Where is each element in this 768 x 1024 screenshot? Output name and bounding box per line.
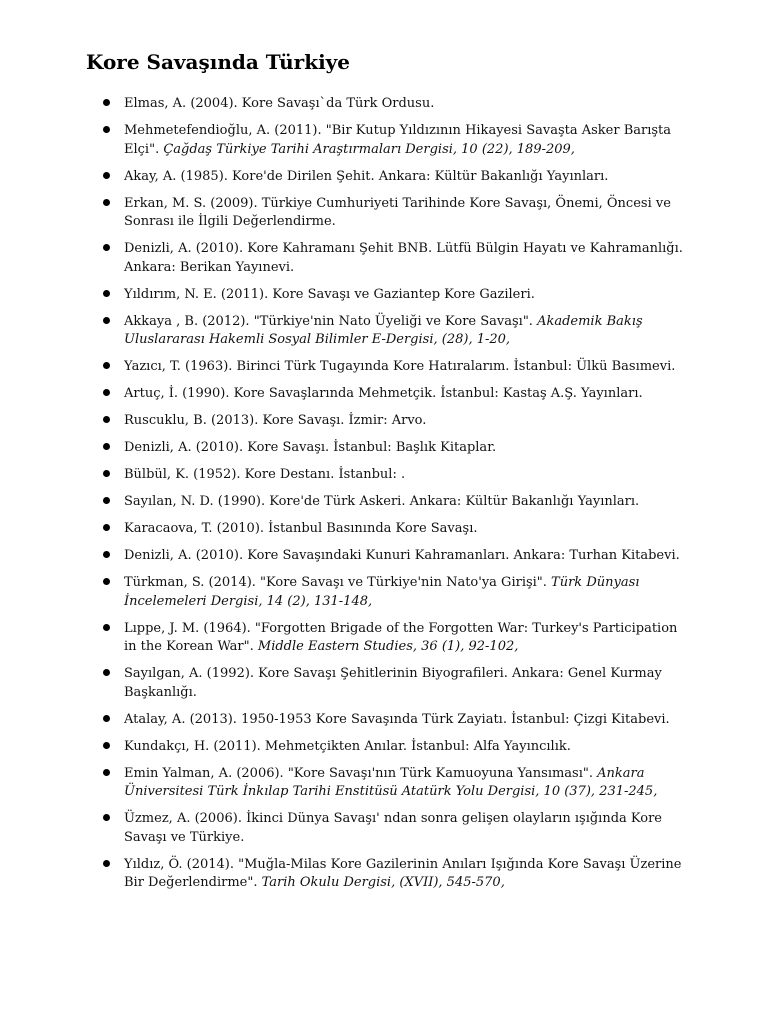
list-item (0, 665, 768, 702)
reference-text: Bülbül, K. (1952). Kore Destanı. İstanbul: . (124, 467, 406, 482)
bullet-icon (103, 416, 110, 423)
list-item (0, 520, 768, 539)
reference-text: Akay, A. (1985). Kore'de Dirilen Şehit. Ankara: Kültür Bakanlığı Yayınları. (124, 168, 609, 184)
reference-text: Atalay, A. (2013). 1950-1953 Kore Savaşında Türk Zayiatı. İstanbul: Çizgi Kitabevi. (124, 711, 670, 727)
list-item (0, 466, 768, 485)
reference-journal: Çağdaş Türkiye Tarihi Araştırmaları Dergisi, 10 (22), 189-209, (163, 141, 575, 157)
list-item (0, 122, 768, 159)
bullet-icon (103, 172, 110, 179)
list-item (0, 240, 768, 277)
reference-text: Denizli, A. (2010). Kore Savaşı. İstanbul: Başlık Kitaplar. (124, 440, 497, 455)
reference-journal: Tarih Okulu Dergisi, (XVII), 545-570, (261, 875, 505, 890)
reference-text: Denizli, A. (2010). Kore Savaşındaki Kunuri Kahramanları. Ankara: Turhan Kitabevi. (124, 548, 680, 563)
list-item (0, 493, 768, 512)
reference-text: Lıppe, J. M. (1964). "Forgotten Brigade of the Forgotten War: Turkey's Participation in the Korean War". (124, 620, 678, 654)
list-item (0, 358, 768, 377)
list-item (0, 738, 768, 757)
reference-text: Kundakçı, H. (2011). Mehmetçikten Anılar. İstanbul: Alfa Yayıncılık. (124, 738, 571, 754)
bullet-icon (103, 814, 110, 821)
list-item (0, 810, 768, 847)
reference-text: Türkman, S. (2014). "Kore Savaşı ve Türkiye'nin Nato'ya Girişi". (124, 575, 552, 590)
bullet-icon (103, 470, 110, 477)
bullet-icon (103, 742, 110, 749)
reference-text: Ruscuklu, B. (2013). Kore Savaşı. İzmir: Arvo. (124, 413, 427, 428)
list-item (0, 439, 768, 458)
bullet-icon (103, 362, 110, 369)
bullet-icon (103, 624, 110, 631)
bullet-icon (103, 244, 110, 251)
bullet-icon (103, 389, 110, 396)
page-title: Kore Savaşında Türkiye (86, 50, 351, 74)
bullet-icon (103, 551, 110, 558)
reference-text: Erkan, M. S. (2009). Türkiye Cumhuriyeti Tarihinde Kore Savaşı, Önemi, Öncesi ve Sonrası ile İlgili Değerlendirme. (124, 195, 671, 229)
reference-text: Mehmetefendioğlu, A. (2011). "Bir Kutup Yıldızının Hikayesi Savaşta Asker Barışta Elçi". (124, 123, 672, 157)
bullet-icon (103, 578, 110, 585)
list-item (0, 412, 768, 431)
reference-journal: Ankara Üniversitesi Türk İnkılap Tarihi Enstitüsü Atatürk Yolu Dergisi, 10 (37), 231-245, (124, 765, 658, 799)
bullet-icon (103, 715, 110, 722)
list-item (0, 95, 768, 114)
list-item (0, 856, 768, 893)
bullet-icon (103, 443, 110, 450)
reference-journal: Akademik Bakış Uluslararası Hakemli Sosyal Bilimler E-Dergisi, (28), 1-20, (124, 313, 643, 347)
reference-text: Elmas, A. (2004). Kore Savaşı`da Türk Ordusu. (124, 96, 435, 111)
bullet-icon (103, 290, 110, 297)
reference-journal: Türk Dünyası İncelemeleri Dergisi, 14 (2), 131-148, (124, 575, 640, 609)
bullet-icon (103, 497, 110, 504)
bullet-icon (103, 524, 110, 531)
reference-text: Sayılgan, A. (1992). Kore Savaşı Şehitlerinin Biyografileri. Ankara: Genel Kurmay Başkanlığı. (124, 666, 662, 700)
bullet-icon (103, 769, 110, 776)
reference-journal: Middle Eastern Studies, 36 (1), 92-102, (257, 639, 519, 654)
list-item (0, 313, 768, 350)
list-item (0, 620, 768, 657)
bullet-icon (103, 99, 110, 106)
reference-text: Artuç, İ. (1990). Kore Savaşlarında Mehmetçik. İstanbul: Kastaş A.Ş. Yayınları. (124, 386, 643, 401)
bullet-icon (103, 860, 110, 867)
reference-text: Yıldırım, N. E. (2011). Kore Savaşı ve Gaziantep Kore Gazileri. (124, 286, 535, 302)
reference-text: Karacaova, T. (2010). İstanbul Basınında Kore Savaşı. (124, 521, 478, 536)
list-item (0, 286, 768, 305)
list-item (0, 711, 768, 730)
list-item (0, 547, 768, 566)
reference-text: Akkaya , B. (2012). "Türkiye'nin Nato Üyeliği ve Kore Savaşı". (124, 313, 538, 329)
reference-text: Emin Yalman, A. (2006). "Kore Savaşı'nın Türk Kamuoyuna Yansıması". (124, 765, 598, 781)
bullet-icon (103, 669, 110, 676)
bullet-icon (103, 317, 110, 324)
reference-text: Üzmez, A. (2006). İkinci Dünya Savaşı' ndan sonra gelişen olayların ışığında Kore Savaşı ve Türkiye. (124, 811, 663, 845)
bullet-icon (103, 126, 110, 133)
reference-list (0, 95, 768, 901)
reference-text: Yıldız, Ö. (2014). "Muğla-Milas Kore Gazilerinin Anıları Işığında Kore Savaşı Üzerine Bir Değerlendirme". (124, 856, 682, 890)
reference-text: Denizli, A. (2010). Kore Kahramanı Şehit BNB. Lütfü Bülgin Hayatı ve Kahramanlığı. Ankara: Berikan Yayınevi. (124, 241, 683, 275)
list-item (0, 385, 768, 404)
reference-text: Yazıcı, T. (1963). Birinci Türk Tugayında Kore Hatıralarım. İstanbul: Ülkü Basımevi. (124, 359, 676, 374)
reference-text: Sayılan, N. D. (1990). Kore'de Türk Askeri. Ankara: Kültür Bakanlığı Yayınları. (124, 494, 640, 509)
bullet-icon (103, 199, 110, 206)
list-item (0, 574, 768, 611)
list-item (0, 765, 768, 802)
list-item (0, 195, 768, 232)
list-item (0, 168, 768, 187)
